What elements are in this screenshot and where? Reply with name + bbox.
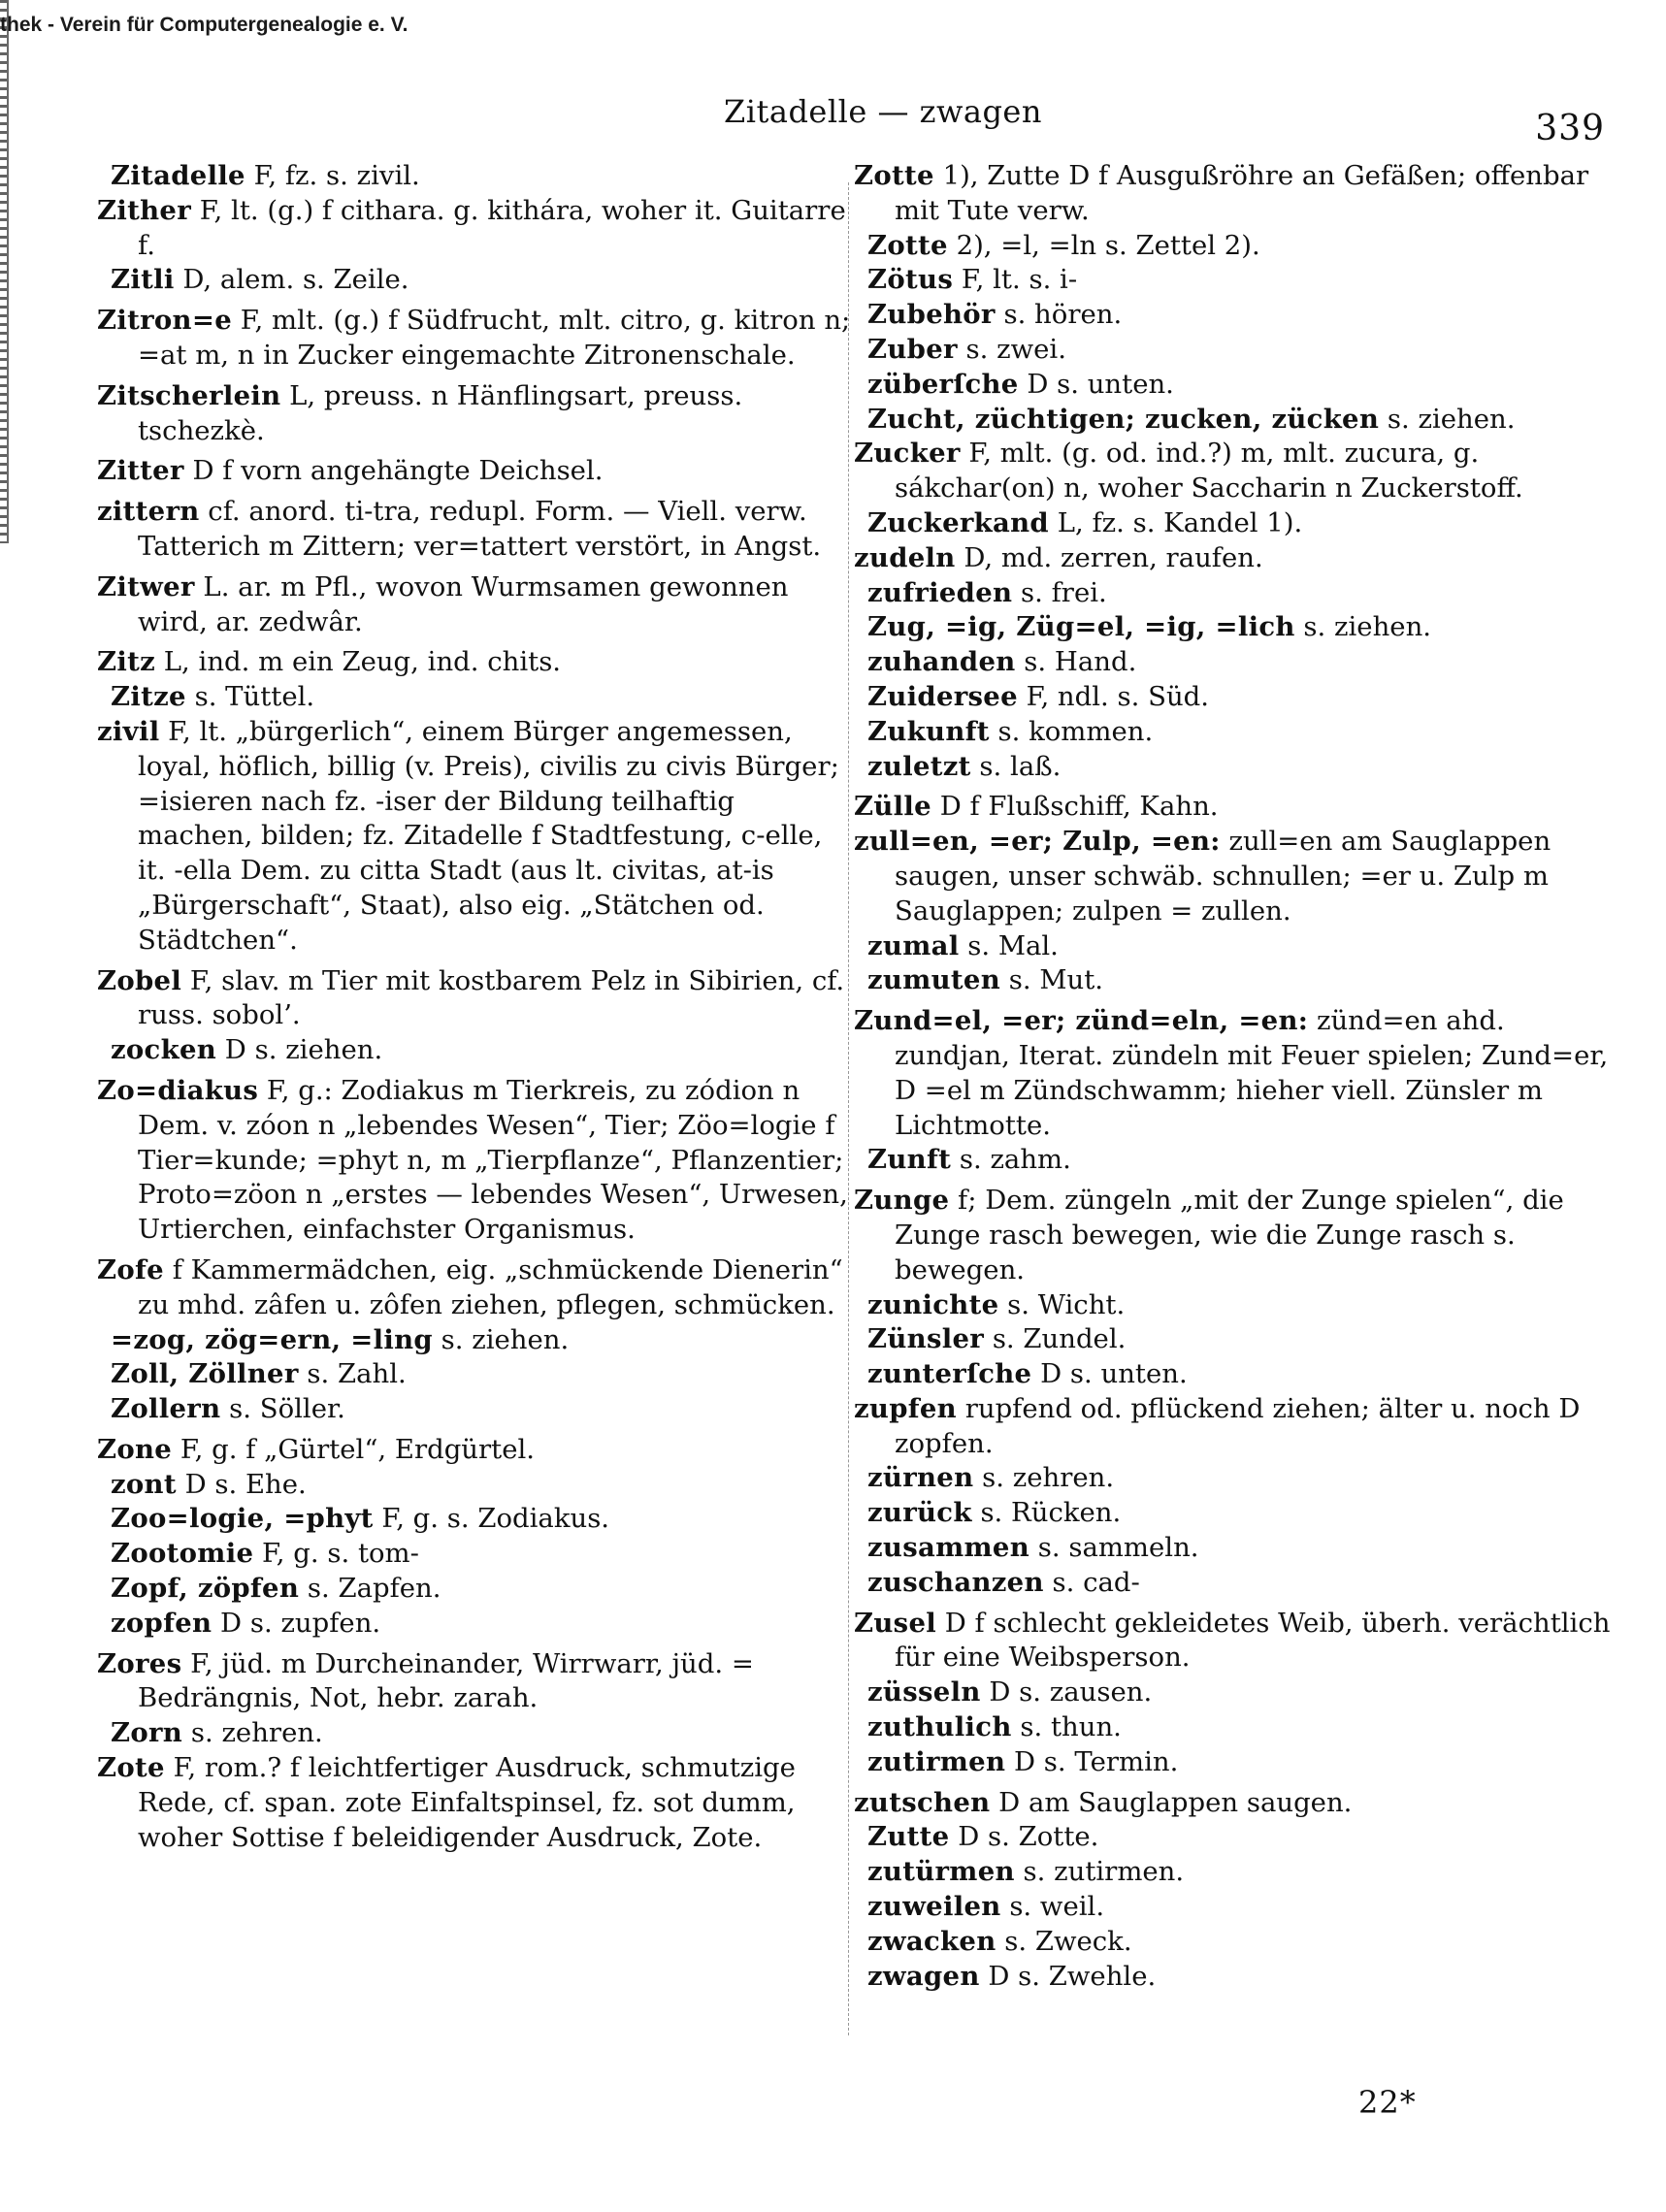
entry-text: D s. unten.	[1031, 1358, 1188, 1390]
entry-text: L, fz. s. Kandel 1).	[1048, 506, 1303, 538]
entry-text: F, jüd. m Durcheinander, Wirrwarr, jüd. = Bedrängnis, Not, hebr. zarah.	[138, 1647, 754, 1714]
entry-text: D f schlecht gekleidetes Weib, überh. verächtlich für eine Weibsperson.	[895, 1607, 1611, 1674]
entry-text: f Kammermädchen, eig. „schmückende Dienerin“ zu mhd. zâfen u. zôfen ziehen, pflegen, schmücken.	[138, 1253, 843, 1320]
dictionary-entry	[854, 1184, 1617, 1287]
entry-text: F, mlt. (g.) f Südfrucht, mlt. citro, g. kitron n; =at m, n in Zucker eingemachte Zitronenschale.	[138, 305, 851, 371]
entry-text: s. Zweck.	[996, 1925, 1132, 1957]
dictionary-entry	[854, 1607, 1617, 1676]
dictionary-entry	[97, 379, 854, 449]
entry-text: L. ar. m Pfl., wovon Wurmsamen gewonnen wird, ar. zedwâr.	[138, 570, 789, 637]
dictionary-entry	[854, 825, 1617, 928]
entry-headword: Zund=el, =er; zünd=eln, =en:	[854, 1005, 1309, 1037]
dictionary-entry	[867, 750, 1617, 785]
entry-text: F, mlt. (g. od. ind.?) m, mlt. zucura, g. sákchar(on) n, woher Saccharin n Zuckerstoff.	[895, 438, 1523, 504]
entry-headword: Zunge	[854, 1185, 950, 1217]
dictionary-entry	[867, 715, 1617, 750]
entry-text: s. Rücken.	[971, 1497, 1122, 1529]
entry-headword: zudeln	[854, 541, 956, 573]
entry-headword: zupfen	[854, 1392, 957, 1424]
entry-headword: zuschanzen	[867, 1566, 1044, 1598]
entry-headword: Zubehör	[867, 299, 996, 331]
dictionary-entry	[111, 1033, 854, 1068]
dictionary-entry	[867, 1357, 1617, 1392]
entry-text: D f vorn angehängte Deichsel.	[183, 455, 604, 487]
dictionary-entry	[867, 576, 1617, 611]
entry-headword: zwacken	[867, 1925, 996, 1957]
entry-headword: Zug, =ig, Züg=el, =ig, =lich	[867, 611, 1295, 643]
entry-headword: Zuber	[867, 333, 958, 365]
dictionary-entry	[97, 964, 854, 1034]
entry-headword: zutirmen	[867, 1745, 1006, 1777]
entry-headword: Zusel	[854, 1607, 936, 1639]
entry-text: F, g. s. Zodiakus.	[373, 1503, 610, 1535]
entry-headword: Zutte	[867, 1821, 950, 1853]
entry-text: D f Flußschiff, Kahn.	[931, 791, 1219, 823]
entry-headword: zürnen	[867, 1462, 974, 1494]
entry-headword: Zo=diakus	[97, 1074, 259, 1106]
signature-mark: 22*	[1358, 2084, 1417, 2121]
dictionary-entry	[111, 1716, 854, 1751]
dictionary-entry	[97, 1647, 854, 1717]
entry-text: D s. Zotte.	[949, 1821, 1099, 1853]
entry-headword: =zog, zög=ern, =ling	[111, 1323, 433, 1355]
entry-headword: Zuidersee	[867, 680, 1018, 712]
entry-headword: Zucht, züchtigen; zucken, zücken	[867, 403, 1380, 435]
dictionary-entry	[867, 645, 1617, 680]
entry-headword: zusammen	[867, 1532, 1029, 1564]
entry-text: D s. ziehen.	[216, 1034, 383, 1066]
page-number: 339	[1535, 109, 1605, 148]
dictionary-entry	[867, 298, 1617, 333]
entry-text: s. ziehen.	[1294, 611, 1432, 643]
entry-headword: zumuten	[867, 964, 1000, 996]
entry-text: D s. unten.	[1018, 368, 1174, 400]
entry-text: cf. anord. ti-tra, redupl. Form. — Viell. verw. Tatterich m Zittern; ver=tattert verstört, in Angst.	[138, 496, 822, 562]
entry-text: s. Zapfen.	[299, 1573, 441, 1605]
dictionary-entry	[97, 1433, 854, 1468]
dictionary-entry	[854, 1392, 1617, 1462]
entry-headword: Zootomie	[111, 1538, 254, 1570]
entry-text: F, g.: Zodiakus m Tierkreis, zu zódion n Dem. v. zóon n „lebendes Wesen“, Tier; Zöo=logie f Tier=kunde; =phyt n, m „Tierpflanze“, Pflanzentier; Proto=zöon n „erstes — lebendes Wesen“, Urwesen, Urtierchen, einfachster Organismus.	[138, 1074, 848, 1246]
dictionary-entry	[111, 680, 854, 715]
entry-text: s. kommen.	[989, 715, 1154, 747]
dictionary-entry	[111, 263, 854, 298]
entry-headword: Zünsler	[867, 1323, 985, 1355]
entry-text: s. Zundel.	[984, 1323, 1127, 1355]
entry-headword: zont	[111, 1468, 177, 1500]
dictionary-entry	[867, 1322, 1617, 1357]
entry-headword: Zoll, Zöllner	[111, 1358, 299, 1390]
entry-text: s. Zahl.	[298, 1358, 407, 1390]
dictionary-entry	[867, 1531, 1617, 1566]
entry-headword: Zone	[97, 1433, 173, 1465]
left-column	[97, 159, 854, 1855]
dictionary-entry	[854, 159, 1617, 229]
entry-headword: Zunft	[867, 1144, 952, 1176]
dictionary-entry	[97, 194, 854, 264]
dictionary-entry	[867, 1925, 1617, 1960]
dictionary-entry	[867, 680, 1617, 715]
dictionary-entry	[97, 1253, 854, 1323]
entry-headword: zutschen	[854, 1786, 991, 1818]
entry-headword: zunterſche	[867, 1358, 1032, 1390]
entry-headword: Zukunft	[867, 715, 990, 747]
entry-headword: zull=en, =er; Zulp, =en:	[854, 826, 1221, 858]
dictionary-entry	[111, 1323, 854, 1358]
entry-headword: züberſche	[867, 368, 1019, 400]
entry-headword: Zuckerkand	[867, 506, 1049, 538]
entry-text: F, g. f „Gürtel“, Erdgürtel.	[172, 1433, 536, 1465]
entry-text: F, rom.? f leichtfertiger Ausdruck, schmutzige Rede, cf. span. zote Einfaltspinsel, fz. sot dumm, woher Sottise f beleidigender Ausdruck, Zote.	[138, 1752, 796, 1853]
entry-headword: zufrieden	[867, 576, 1013, 608]
column-divider	[848, 182, 849, 2035]
entry-headword: Zitadelle	[111, 160, 245, 191]
entry-headword: Zofe	[97, 1253, 164, 1285]
entry-headword: Zitscherlein	[97, 379, 281, 411]
entry-text: zünd=en ahd. zundjan, Iterat. zündeln mit Feuer spielen; Zund=er, D =el m Zündschwamm; hieher viell. Zünsler m Lichtmotte.	[895, 1005, 1609, 1141]
entry-headword: Zores	[97, 1647, 182, 1679]
entry-text: s. zehren.	[973, 1462, 1115, 1494]
entry-headword: Zotte	[854, 160, 934, 191]
entry-headword: zuletzt	[867, 750, 971, 782]
dictionary-entry	[867, 1461, 1617, 1496]
dictionary-entry	[867, 1960, 1617, 1995]
entry-headword: zuweilen	[867, 1891, 1001, 1923]
dictionary-entry	[867, 403, 1617, 438]
entry-text: f; Dem. züngeln „mit der Zunge spielen“, die Zunge rasch bewegen, wie die Zunge rasch s. bewegen.	[895, 1185, 1564, 1285]
dictionary-entry	[111, 1537, 854, 1572]
entry-headword: zittern	[97, 496, 200, 528]
dictionary-entry	[97, 1751, 854, 1855]
entry-headword: zurück	[867, 1497, 972, 1529]
entry-headword: Zülle	[854, 791, 931, 823]
entry-text: s. zwei.	[957, 333, 1066, 365]
entry-text: D, alem. s. Zeile.	[174, 264, 409, 296]
entry-text: s. sammeln.	[1029, 1532, 1199, 1564]
entry-headword: Zopf, zöpfen	[111, 1573, 300, 1605]
entry-headword: zocken	[111, 1034, 217, 1066]
running-head: Zitadelle — zwagen	[724, 93, 1042, 130]
entry-headword: Zitron=e	[97, 305, 232, 337]
dictionary-entry	[867, 1288, 1617, 1323]
dictionary-entry	[97, 715, 854, 959]
entry-text: F, g. s. tom-	[253, 1538, 419, 1570]
entry-text: s. hören.	[995, 299, 1123, 331]
dictionary-entry	[111, 1392, 854, 1427]
entry-text: s. Wicht.	[998, 1288, 1126, 1320]
entry-text: s. ziehen.	[1379, 403, 1516, 435]
dictionary-entry	[867, 1675, 1617, 1710]
entry-text: s. zehren.	[182, 1717, 323, 1749]
dictionary-entry	[867, 229, 1617, 264]
entry-text: D s. Termin.	[1005, 1745, 1179, 1777]
entry-headword: zuthulich	[867, 1711, 1012, 1743]
entry-text: F, ndl. s. Süd.	[1017, 680, 1210, 712]
dictionary-entry	[867, 1496, 1617, 1531]
entry-text: rupfend od. pflückend ziehen; älter u. noch D zopfen.	[895, 1392, 1581, 1459]
entry-text: s. zutirmen.	[1014, 1856, 1185, 1888]
dictionary-entry	[867, 1820, 1617, 1855]
entry-text: s. Hand.	[1015, 646, 1137, 678]
dictionary-entry	[97, 304, 854, 374]
dictionary-entry	[867, 506, 1617, 541]
entry-text: s. Tüttel.	[185, 681, 315, 713]
entry-text: s. ziehen.	[432, 1323, 570, 1355]
dictionary-entry	[867, 333, 1617, 368]
dictionary-entry	[111, 1607, 854, 1642]
entry-headword: Zoo=logie, =phyt	[111, 1503, 374, 1535]
dictionary-entry	[867, 263, 1617, 298]
entry-headword: Zitter	[97, 455, 184, 487]
entry-headword: Zitz	[97, 646, 156, 678]
entry-text: s. Mal.	[959, 929, 1059, 961]
entry-headword: Zitze	[111, 681, 186, 713]
entry-headword: Zitli	[111, 264, 175, 296]
entry-headword: Zotte	[867, 229, 948, 261]
dictionary-entry	[867, 1745, 1617, 1780]
dictionary-entry	[97, 570, 854, 640]
entry-text: 2), =l, =ln s. Zettel 2).	[947, 229, 1260, 261]
watermark-text: thek - Verein für Computergenealogie e. V.	[0, 14, 408, 36]
dictionary-entry	[111, 1572, 854, 1607]
dictionary-entry	[111, 1468, 854, 1503]
dictionary-entry	[97, 645, 854, 680]
entry-text: zull=en am Sauglappen saugen, unser schwäb. schnullen; =er u. Zulp m Sauglappen; zulpen = zullen.	[895, 826, 1552, 927]
entry-headword: zopfen	[111, 1607, 212, 1639]
entry-text: s. cad-	[1043, 1566, 1140, 1598]
dictionary-entry	[854, 437, 1617, 506]
entry-text: F, fz. s. zivil.	[245, 160, 420, 191]
entry-headword: züsseln	[867, 1676, 981, 1708]
entry-headword: Zitwer	[97, 570, 195, 602]
entry-text: L, preuss. n Hänflingsart, preuss. tschezkè.	[138, 379, 743, 446]
dictionary-entry	[854, 1004, 1617, 1143]
entry-text: 1), Zutte D f Ausgußröhre an Gefäßen; offenbar mit Tute verw.	[895, 160, 1589, 226]
entry-text: s. Söller.	[220, 1393, 345, 1425]
entry-headword: Zollern	[111, 1393, 221, 1425]
entry-headword: Zorn	[111, 1717, 183, 1749]
right-column	[854, 159, 1617, 1994]
dictionary-entry	[867, 1890, 1617, 1925]
dictionary-entry	[111, 159, 854, 194]
entry-text: L, ind. m ein Zeug, ind. chits.	[155, 646, 562, 678]
entry-text: D s. Ehe.	[176, 1468, 307, 1500]
entry-text: D, md. zerren, raufen.	[955, 541, 1263, 573]
dictionary-entry	[97, 495, 854, 565]
entry-headword: zunichte	[867, 1288, 999, 1320]
entry-headword: zuhanden	[867, 646, 1016, 678]
entry-text: s. laß.	[970, 750, 1062, 782]
dictionary-entry	[867, 929, 1617, 964]
entry-text: F, lt. „bürgerlich“, einem Bürger angemessen, loyal, höflich, billig (v. Preis), civilis zu civis Bürger; =isieren nach fz. -iser der Bildung teilhaftig machen, bilden; fz. Zitadelle f Stadtfestung, c-elle, it. -ella Dem. zu citta Stadt (aus lt. civitas, at-is „Bürgerschaft“, Staat), also eig. „Stätchen od. Städtchen“.	[138, 715, 839, 956]
entry-text: F, slav. m Tier mit kostbarem Pelz in Sibirien, cf. russ. sobol’.	[138, 964, 845, 1031]
entry-headword: zutürmen	[867, 1856, 1015, 1888]
entry-text: s. frei.	[1012, 576, 1107, 608]
dictionary-entry	[111, 1357, 854, 1392]
dictionary-entry	[97, 1074, 854, 1248]
dictionary-entry	[854, 541, 1617, 576]
entry-text: s. Mut.	[1000, 964, 1103, 996]
entry-headword: Zobel	[97, 964, 182, 996]
entry-text: s. thun.	[1011, 1711, 1122, 1743]
scan-edge	[0, 0, 9, 543]
dictionary-entry	[867, 1143, 1617, 1178]
entry-text: s. weil.	[1000, 1891, 1105, 1923]
entry-text: D s. zupfen.	[212, 1607, 381, 1639]
entry-headword: Zither	[97, 194, 192, 226]
dictionary-entry	[854, 790, 1617, 825]
dictionary-entry	[867, 1855, 1617, 1890]
dictionary-entry	[867, 368, 1617, 403]
entry-headword: Zote	[97, 1752, 165, 1784]
dictionary-entry	[854, 1786, 1617, 1821]
entry-headword: zivil	[97, 715, 160, 747]
dictionary-entry	[867, 963, 1617, 998]
entry-headword: zwagen	[867, 1960, 980, 1992]
dictionary-entry	[111, 1502, 854, 1537]
dictionary-entry	[867, 1710, 1617, 1745]
entry-text: F, lt. s. i-	[953, 264, 1078, 296]
dictionary-entry	[97, 454, 854, 489]
entry-text: s. zahm.	[951, 1144, 1071, 1176]
entry-text: F, lt. (g.) f cithara. g. kithára, woher it. Guitarre f.	[138, 194, 846, 261]
entry-headword: Zötus	[867, 264, 954, 296]
dictionary-entry	[867, 610, 1617, 645]
dictionary-entry	[867, 1566, 1617, 1601]
entry-headword: zumal	[867, 929, 960, 961]
entry-text: D am Sauglappen saugen.	[990, 1786, 1353, 1818]
entry-text: D s. Zwehle.	[979, 1960, 1157, 1992]
entry-text: D s. zausen.	[980, 1676, 1153, 1708]
entry-headword: Zucker	[854, 438, 961, 470]
